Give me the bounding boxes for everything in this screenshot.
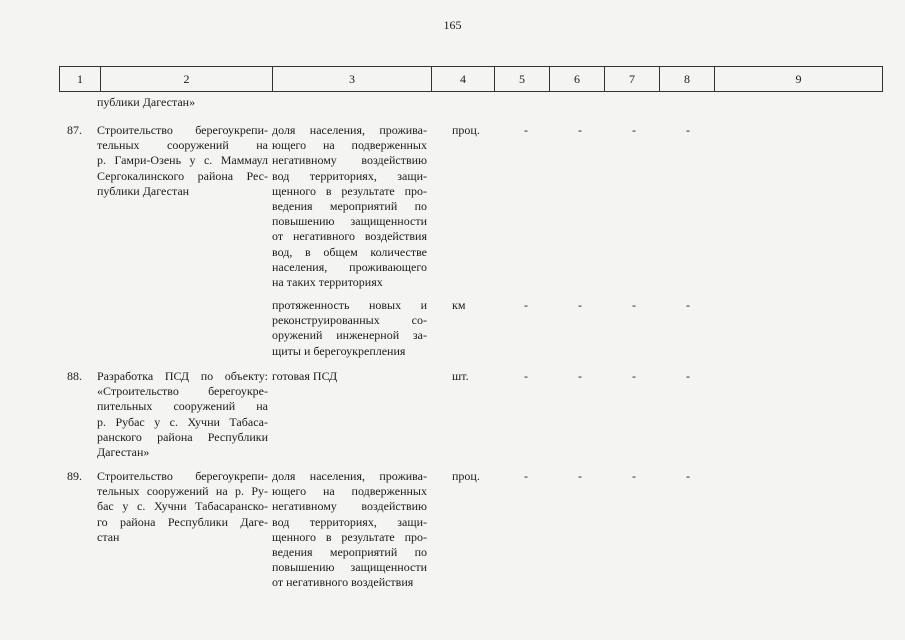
measure-name (97, 369, 268, 460)
column-header-5: 5 (495, 67, 550, 92)
value-col7: - (632, 369, 636, 383)
value-col5: - (524, 469, 528, 483)
indicator-line: от негативного воздействия (272, 229, 427, 244)
indicator-line: повышению защищенности (272, 214, 427, 229)
value-col5: - (524, 298, 528, 312)
name-line: публики Дагестан (97, 183, 190, 198)
column-header-table (59, 66, 883, 92)
indicator-line: негативному воздействию (272, 153, 427, 168)
indicator-line: повышению защищенности (272, 560, 427, 575)
name-line: Дагестан» (97, 445, 150, 460)
measure-name (97, 123, 268, 199)
column-header-2: 2 (101, 67, 273, 92)
name-line: бас у с. Хучни Табасаранско- (97, 499, 268, 514)
value-col8: - (686, 369, 690, 383)
column-header-6: 6 (550, 67, 605, 92)
column-header-1: 1 (60, 67, 101, 92)
name-line: р. Рубас у с. Хучни Табаса- (97, 414, 268, 429)
name-line: пительных сооружений на (97, 399, 268, 414)
indicator-line: ведения мероприятий по (272, 199, 427, 214)
value-col7: - (632, 469, 636, 483)
indicator-line: доля населения, прожива- (272, 469, 427, 483)
name-line: тельных сооружений на р. Ру- (97, 484, 268, 499)
indicator-line: населения, проживающего (272, 259, 427, 274)
indicator-line: на таких территориях (272, 275, 383, 290)
indicator-line: вод территориях, защи- (272, 168, 427, 183)
name-line: Строительство берегоукрепи- (97, 469, 268, 483)
value-col7: - (632, 123, 636, 137)
name-line: ранского района Республики (97, 429, 268, 444)
indicator-line: ющего на подверженных (272, 484, 427, 499)
column-header-9: 9 (715, 67, 883, 92)
value-col8: - (686, 298, 690, 312)
unit-label: шт. (452, 369, 469, 383)
column-header-4: 4 (432, 67, 495, 92)
indicator-line: щиты и берегоукрепления (272, 343, 406, 358)
value-col6: - (578, 298, 582, 312)
value-col6: - (578, 469, 582, 483)
indicator-line: реконструированных со- (272, 313, 427, 328)
row-number: 88. (67, 369, 82, 383)
unit-label: проц. (452, 469, 480, 483)
name-line: тельных сооружений на (97, 138, 268, 153)
indicator-line: от негативного воздействия (272, 575, 414, 590)
name-line: р. Гамри-Озень у с. Маммаул (97, 153, 268, 168)
value-col7: - (632, 298, 636, 312)
value-col8: - (686, 469, 690, 483)
name-line: го района Республики Даге- (97, 514, 268, 529)
name-line: «Строительство берегоукре- (97, 384, 268, 399)
indicator-text (272, 298, 427, 359)
measure-name (97, 469, 268, 545)
indicator-line: оружений инженерной за- (272, 328, 427, 343)
indicator-line: готовая ПСД (272, 369, 338, 383)
indicator-line: ведения мероприятий по (272, 545, 427, 560)
row-number: 87. (67, 123, 82, 137)
column-header-7: 7 (605, 67, 660, 92)
indicator-text (272, 369, 427, 384)
indicator-line: вод территориях, защи- (272, 514, 427, 529)
indicator-text (272, 469, 427, 591)
indicator-line: негативному воздействию (272, 499, 427, 514)
indicator-line: щенного в результате про- (272, 529, 427, 544)
page-number: 165 (443, 18, 462, 32)
indicator-text (272, 123, 427, 290)
value-col8: - (686, 123, 690, 137)
unit-label: км (452, 298, 466, 312)
indicator-line: доля населения, прожива- (272, 123, 427, 137)
column-header-3: 3 (273, 67, 432, 92)
row-number: 89. (67, 469, 82, 483)
value-col6: - (578, 123, 582, 137)
name-line: Строительство берегоукрепи- (97, 123, 268, 137)
column-header-row (60, 67, 883, 92)
name-line: стан (97, 529, 120, 544)
indicator-line: протяженность новых и (272, 298, 427, 312)
continuation-text: публики Дагестан» (97, 95, 196, 109)
indicator-line: вод, в общем количестве (272, 244, 427, 259)
name-line: Сергокалинского района Рес- (97, 168, 268, 183)
indicator-line: ющего на подверженных (272, 138, 427, 153)
value-col6: - (578, 369, 582, 383)
value-col5: - (524, 369, 528, 383)
column-header-8: 8 (660, 67, 715, 92)
value-col5: - (524, 123, 528, 137)
indicator-line: щенного в результате про- (272, 183, 427, 198)
unit-label: проц. (452, 123, 480, 137)
name-line: Разработка ПСД по объекту: (97, 369, 268, 383)
